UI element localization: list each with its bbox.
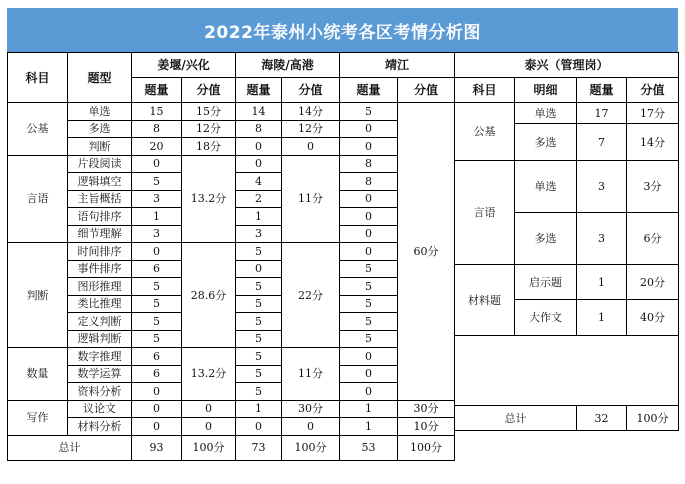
district-table-body xyxy=(8,103,455,436)
count-cell: 5 xyxy=(236,348,282,366)
score-cell: 17分 xyxy=(627,103,679,124)
count-cell: 1 xyxy=(236,400,282,418)
count-cell: 3 xyxy=(577,213,627,265)
module-cell: 言语 xyxy=(8,155,68,243)
taixing-header: 泰兴（管理岗） xyxy=(455,53,679,78)
score-cell: 11分 xyxy=(282,155,340,243)
count-cell: 0 xyxy=(132,383,182,401)
count-cell: 5 xyxy=(340,260,398,278)
count-cell: 5 xyxy=(132,313,182,331)
subject-header: 科目 xyxy=(455,78,515,103)
score-cell: 0 xyxy=(282,138,340,156)
count-cell: 15 xyxy=(132,103,182,121)
table-row xyxy=(8,155,455,173)
count-cell: 5 xyxy=(236,313,282,331)
count-cell: 1 xyxy=(340,418,398,436)
score-cell: 14分 xyxy=(627,124,679,161)
type-cell: 图形推理 xyxy=(68,278,132,296)
count-cell: 0 xyxy=(236,155,282,173)
count-header: 题量 xyxy=(236,78,282,103)
count-cell: 8 xyxy=(236,120,282,138)
type-cell: 判断 xyxy=(68,138,132,156)
count-cell: 17 xyxy=(577,103,627,124)
count-cell: 5 xyxy=(236,278,282,296)
count-header: 题量 xyxy=(340,78,398,103)
total-count: 32 xyxy=(577,406,627,431)
total-score: 100分 xyxy=(282,435,340,460)
table-row xyxy=(8,120,455,138)
page-title: 2022年泰州小统考各区考情分析图 xyxy=(7,8,678,52)
detail-cell: 多选 xyxy=(515,124,577,161)
count-cell: 5 xyxy=(132,330,182,348)
total-score: 100分 xyxy=(398,435,455,460)
group-header: 靖江 xyxy=(340,53,455,78)
module-cell: 数量 xyxy=(8,348,68,401)
count-cell: 0 xyxy=(340,225,398,243)
group-header: 海陵/高港 xyxy=(236,53,340,78)
type-cell: 语句排序 xyxy=(68,208,132,226)
detail-cell: 大作文 xyxy=(515,300,577,336)
count-cell: 5 xyxy=(236,383,282,401)
table-row xyxy=(8,400,455,418)
type-cell: 片段阅读 xyxy=(68,155,132,173)
type-cell: 逻辑填空 xyxy=(68,173,132,191)
count-cell: 0 xyxy=(132,400,182,418)
total-count: 73 xyxy=(236,435,282,460)
type-header: 题型 xyxy=(68,53,132,103)
detail-cell: 单选 xyxy=(515,161,577,213)
table-row xyxy=(8,138,455,156)
count-cell: 5 xyxy=(132,295,182,313)
table-row xyxy=(455,161,679,213)
score-cell: 30分 xyxy=(282,400,340,418)
type-cell: 单选 xyxy=(68,103,132,121)
total-label: 总计 xyxy=(455,406,577,431)
count-cell: 1 xyxy=(236,208,282,226)
score-cell: 10分 xyxy=(398,418,455,436)
score-cell: 60分 xyxy=(398,103,455,401)
count-cell: 0 xyxy=(132,243,182,261)
detail-cell: 单选 xyxy=(515,103,577,124)
type-cell: 资料分析 xyxy=(68,383,132,401)
score-cell: 12分 xyxy=(182,120,236,138)
group-header: 姜堰/兴化 xyxy=(132,53,236,78)
count-cell: 14 xyxy=(236,103,282,121)
subject-header: 科目 xyxy=(8,53,68,103)
module-cell: 判断 xyxy=(8,243,68,348)
module-cell: 言语 xyxy=(455,161,515,265)
count-cell: 4 xyxy=(236,173,282,191)
score-cell: 11分 xyxy=(282,348,340,401)
score-header: 分值 xyxy=(282,78,340,103)
score-cell: 3分 xyxy=(627,161,679,213)
score-cell: 13.2分 xyxy=(182,155,236,243)
score-header: 分值 xyxy=(182,78,236,103)
score-cell: 12分 xyxy=(282,120,340,138)
count-cell: 3 xyxy=(236,225,282,243)
detail-cell: 多选 xyxy=(515,213,577,265)
module-cell: 公基 xyxy=(455,103,515,161)
type-cell: 数学运算 xyxy=(68,365,132,383)
score-cell: 30分 xyxy=(398,400,455,418)
module-cell: 公基 xyxy=(8,103,68,156)
detail-header: 明细 xyxy=(515,78,577,103)
table-row xyxy=(455,103,679,124)
count-cell: 3 xyxy=(577,161,627,213)
total-label: 总计 xyxy=(8,435,132,460)
taixing-table xyxy=(454,52,679,431)
type-cell: 类比推理 xyxy=(68,295,132,313)
count-cell: 0 xyxy=(236,138,282,156)
score-cell: 6分 xyxy=(627,213,679,265)
type-cell: 主旨概括 xyxy=(68,190,132,208)
count-cell: 0 xyxy=(236,260,282,278)
detail-cell: 启示题 xyxy=(515,265,577,300)
total-score: 100分 xyxy=(627,406,679,431)
score-cell: 28.6分 xyxy=(182,243,236,348)
type-cell: 数字推理 xyxy=(68,348,132,366)
count-cell: 5 xyxy=(236,243,282,261)
count-cell: 1 xyxy=(577,265,627,300)
count-cell: 0 xyxy=(340,138,398,156)
count-header: 题量 xyxy=(132,78,182,103)
count-cell: 8 xyxy=(340,155,398,173)
count-cell: 5 xyxy=(236,330,282,348)
count-cell: 8 xyxy=(340,173,398,191)
score-header: 分值 xyxy=(398,78,455,103)
module-cell: 材料题 xyxy=(455,265,515,336)
score-cell: 22分 xyxy=(282,243,340,348)
module-cell: 写作 xyxy=(8,400,68,435)
count-cell: 2 xyxy=(236,190,282,208)
count-header: 题量 xyxy=(577,78,627,103)
score-header: 分值 xyxy=(627,78,679,103)
taixing-table-body xyxy=(455,103,679,336)
count-cell: 0 xyxy=(132,418,182,436)
score-cell: 40分 xyxy=(627,300,679,336)
type-cell: 逻辑判断 xyxy=(68,330,132,348)
count-cell: 0 xyxy=(340,208,398,226)
count-cell: 0 xyxy=(132,155,182,173)
count-cell: 7 xyxy=(577,124,627,161)
score-cell: 20分 xyxy=(627,265,679,300)
count-cell: 6 xyxy=(132,348,182,366)
table-row xyxy=(8,418,455,436)
count-cell: 0 xyxy=(340,120,398,138)
score-cell: 0 xyxy=(182,418,236,436)
count-cell: 8 xyxy=(132,120,182,138)
table-row xyxy=(8,348,455,366)
type-cell: 议论文 xyxy=(68,400,132,418)
count-cell: 5 xyxy=(340,278,398,296)
table-row xyxy=(8,243,455,261)
type-cell: 细节理解 xyxy=(68,225,132,243)
count-cell: 0 xyxy=(340,383,398,401)
count-cell: 5 xyxy=(340,313,398,331)
count-cell: 6 xyxy=(132,260,182,278)
count-cell: 5 xyxy=(340,330,398,348)
type-cell: 事件排序 xyxy=(68,260,132,278)
count-cell: 5 xyxy=(132,173,182,191)
count-cell: 5 xyxy=(236,365,282,383)
count-cell: 0 xyxy=(340,365,398,383)
total-count: 93 xyxy=(132,435,182,460)
total-count: 53 xyxy=(340,435,398,460)
score-cell: 0 xyxy=(182,400,236,418)
table-row xyxy=(8,103,455,121)
type-cell: 多选 xyxy=(68,120,132,138)
count-cell: 0 xyxy=(340,243,398,261)
count-cell: 3 xyxy=(132,190,182,208)
count-cell: 0 xyxy=(236,418,282,436)
count-cell: 5 xyxy=(340,103,398,121)
district-table xyxy=(7,52,455,461)
score-cell: 18分 xyxy=(182,138,236,156)
count-cell: 5 xyxy=(132,278,182,296)
score-cell: 13.2分 xyxy=(182,348,236,401)
count-cell: 1 xyxy=(340,400,398,418)
count-cell: 1 xyxy=(577,300,627,336)
blank-area xyxy=(455,336,679,406)
count-cell: 0 xyxy=(340,348,398,366)
count-cell: 6 xyxy=(132,365,182,383)
score-cell: 14分 xyxy=(282,103,340,121)
total-score: 100分 xyxy=(182,435,236,460)
table-row xyxy=(455,265,679,300)
score-cell: 0 xyxy=(282,418,340,436)
count-cell: 1 xyxy=(132,208,182,226)
type-cell: 定义判断 xyxy=(68,313,132,331)
type-cell: 时间排序 xyxy=(68,243,132,261)
count-cell: 20 xyxy=(132,138,182,156)
type-cell: 材料分析 xyxy=(68,418,132,436)
count-cell: 3 xyxy=(132,225,182,243)
count-cell: 5 xyxy=(340,295,398,313)
score-cell: 15分 xyxy=(182,103,236,121)
count-cell: 5 xyxy=(236,295,282,313)
count-cell: 0 xyxy=(340,190,398,208)
